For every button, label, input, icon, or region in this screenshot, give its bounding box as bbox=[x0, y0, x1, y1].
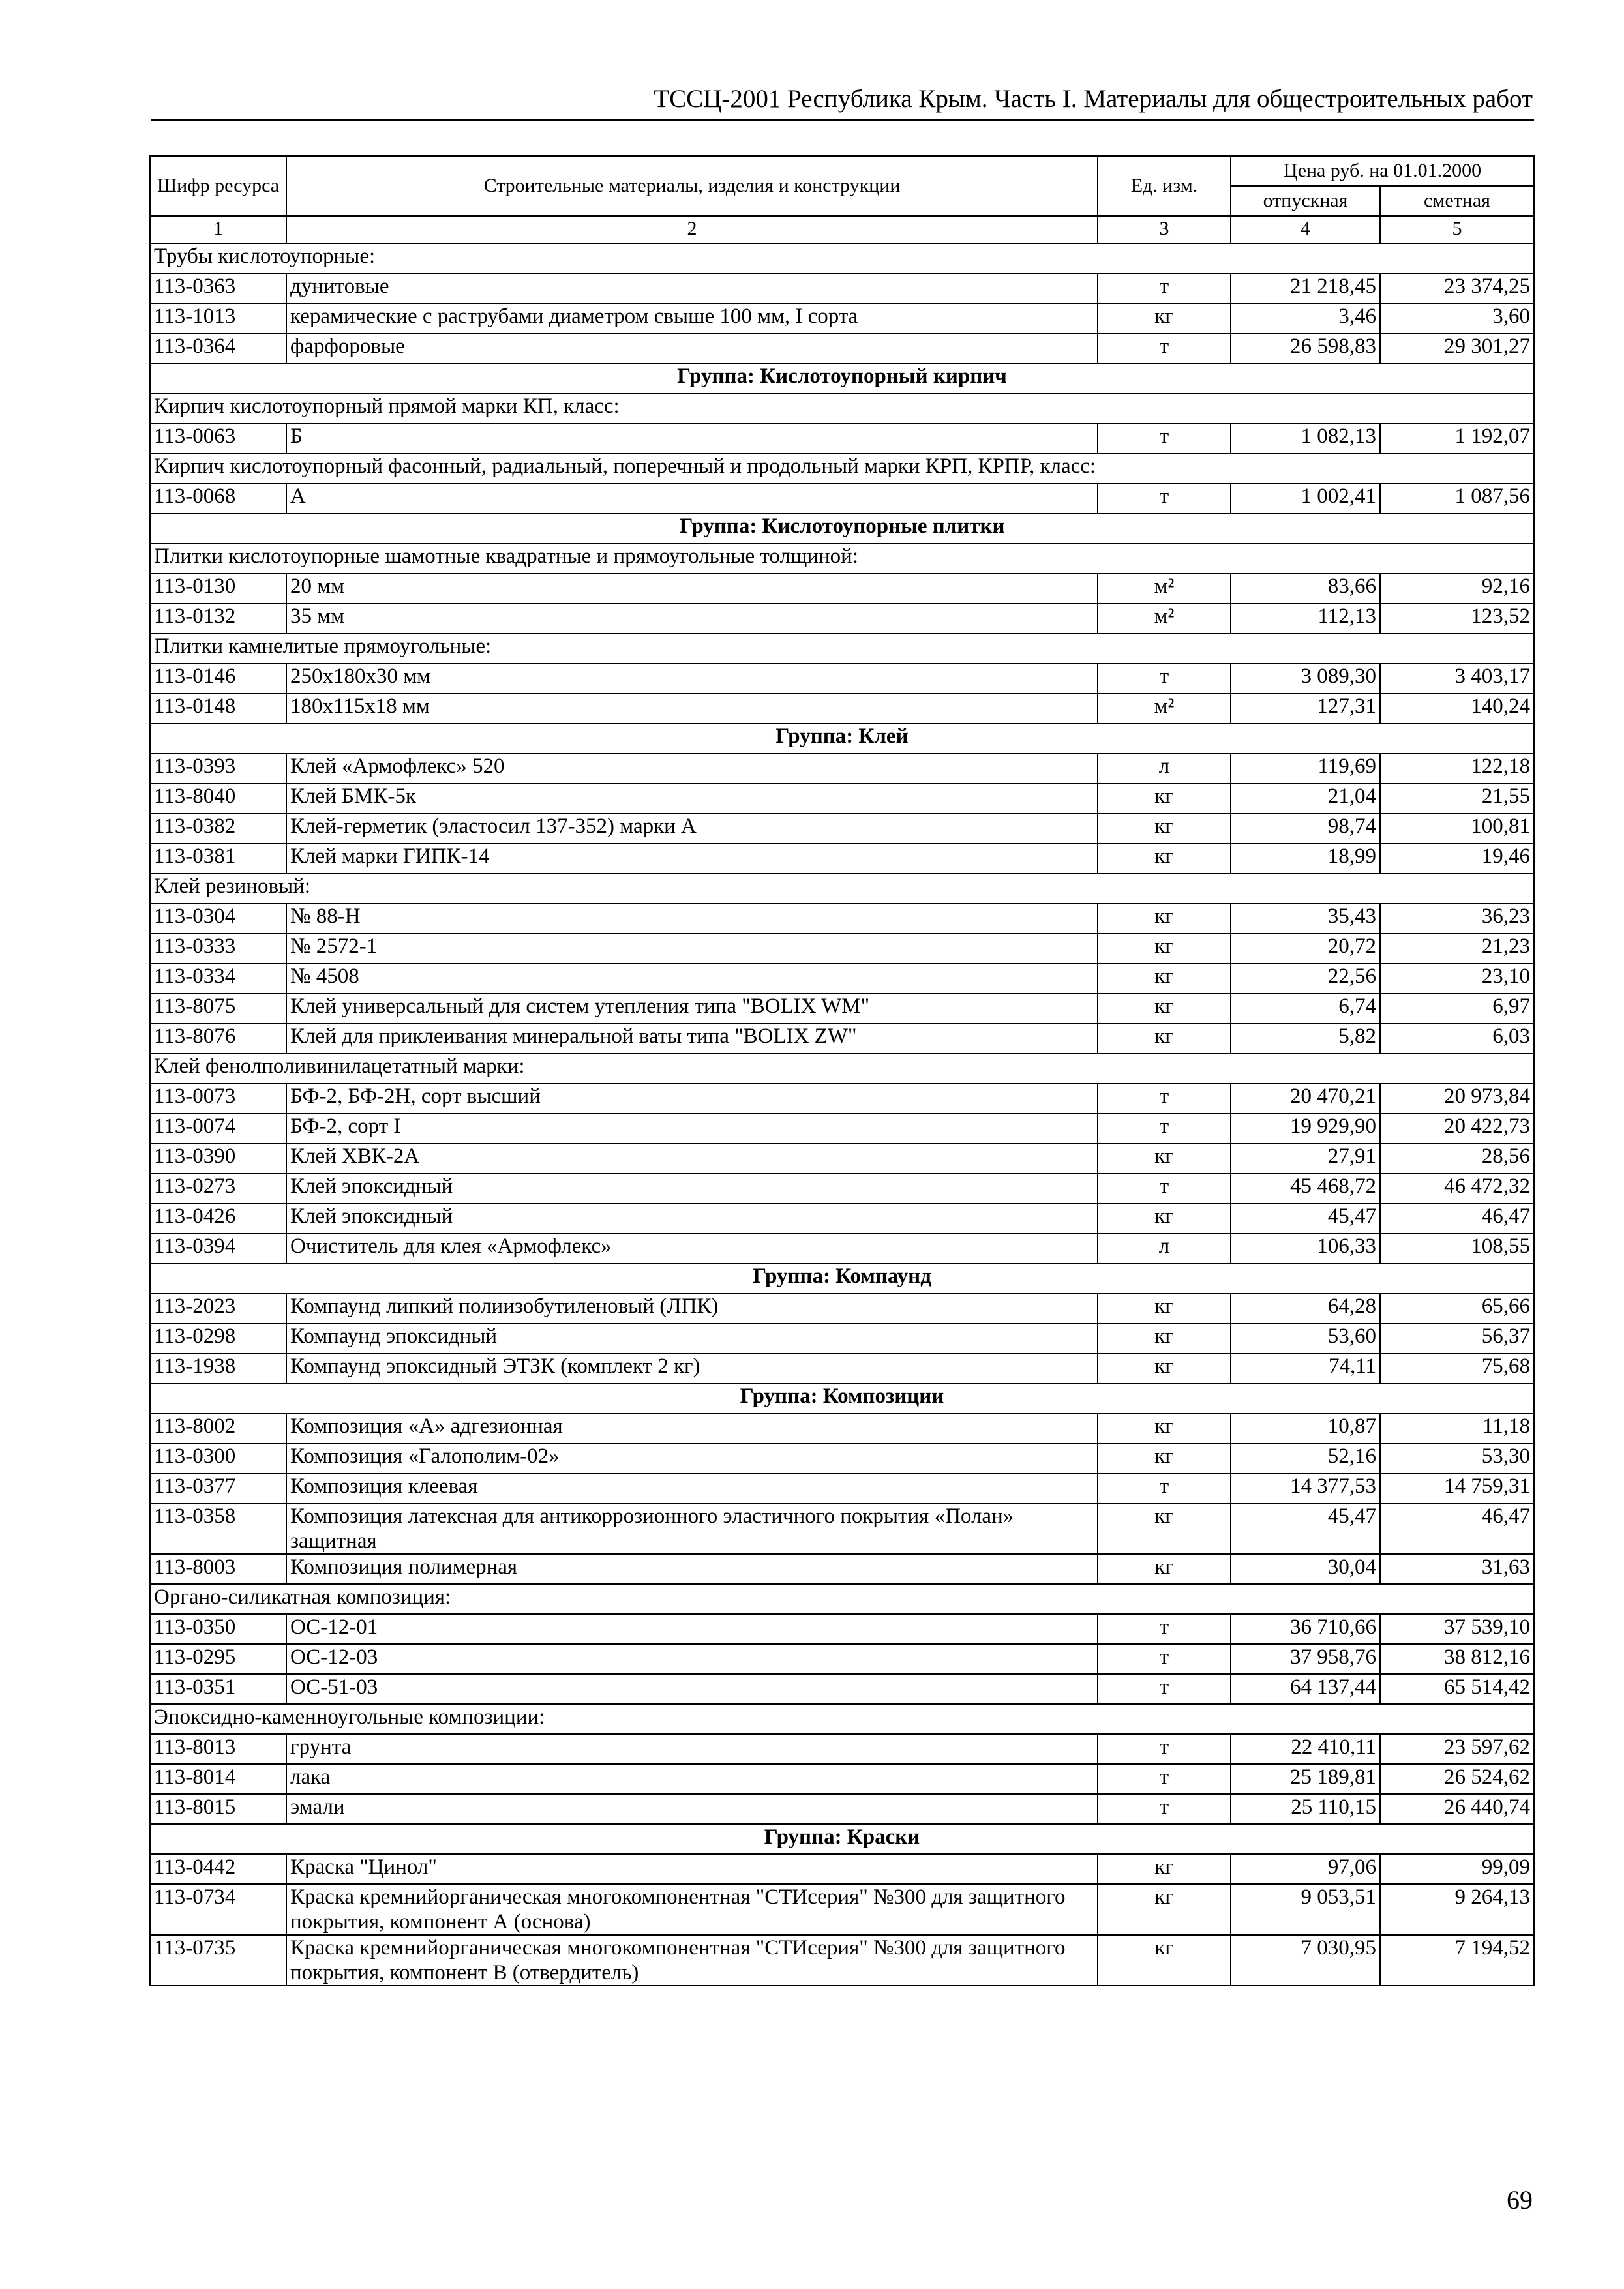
estimate-price: 6,97 bbox=[1380, 993, 1534, 1023]
table-row bbox=[150, 1503, 1534, 1554]
release-price: 45,47 bbox=[1231, 1503, 1380, 1554]
estimate-price: 46 472,32 bbox=[1380, 1173, 1534, 1203]
resource-code: 113-0068 bbox=[150, 483, 286, 513]
material-name: Б bbox=[286, 423, 1098, 453]
group-row bbox=[150, 1263, 1534, 1293]
subheading-text: Эпоксидно-каменноугольные композиции: bbox=[150, 1704, 1534, 1734]
resource-code: 113-8002 bbox=[150, 1413, 286, 1443]
subheading-text: Клей резиновый: bbox=[150, 873, 1534, 903]
unit-cell: кг bbox=[1098, 1443, 1231, 1473]
subheading-row bbox=[150, 1584, 1534, 1614]
material-name: керамические с раструбами диаметром свыше 100 мм, I сорта bbox=[286, 303, 1098, 333]
resource-code: 113-0426 bbox=[150, 1203, 286, 1233]
release-price: 30,04 bbox=[1231, 1554, 1380, 1584]
material-name: грунта bbox=[286, 1734, 1098, 1764]
material-name: ОС-12-01 bbox=[286, 1614, 1098, 1644]
header-rule bbox=[151, 119, 1534, 121]
table-row bbox=[150, 1884, 1534, 1935]
release-price: 14 377,53 bbox=[1231, 1473, 1380, 1503]
release-price: 21,04 bbox=[1231, 783, 1380, 813]
table-row bbox=[150, 1764, 1534, 1794]
col-number: 2 bbox=[286, 216, 1098, 243]
estimate-price: 122,18 bbox=[1380, 753, 1534, 783]
material-name: 35 мм bbox=[286, 603, 1098, 633]
material-name: Клей эпоксидный bbox=[286, 1203, 1098, 1233]
table-row bbox=[150, 483, 1534, 513]
table-row bbox=[150, 813, 1534, 843]
table-row bbox=[150, 903, 1534, 933]
col-header-name: Строительные материалы, изделия и конструкции bbox=[286, 156, 1098, 216]
subheading-row bbox=[150, 453, 1534, 483]
unit-cell: т bbox=[1098, 663, 1231, 693]
unit-cell: кг bbox=[1098, 1884, 1231, 1935]
group-row bbox=[150, 1824, 1534, 1854]
estimate-price: 3 403,17 bbox=[1380, 663, 1534, 693]
unit-cell: т bbox=[1098, 1113, 1231, 1143]
table-row bbox=[150, 1293, 1534, 1323]
resource-code: 113-0363 bbox=[150, 273, 286, 303]
unit-cell: кг bbox=[1098, 303, 1231, 333]
table-row bbox=[150, 753, 1534, 783]
material-name: № 4508 bbox=[286, 963, 1098, 993]
resource-code: 113-0074 bbox=[150, 1113, 286, 1143]
table-row bbox=[150, 1734, 1534, 1764]
material-name: 250х180х30 мм bbox=[286, 663, 1098, 693]
material-name: Клей универсальный для систем утепления типа "BOLIX WM" bbox=[286, 993, 1098, 1023]
unit-cell: т bbox=[1098, 1734, 1231, 1764]
group-row bbox=[150, 513, 1534, 543]
resource-code: 113-8040 bbox=[150, 783, 286, 813]
group-row bbox=[150, 363, 1534, 393]
estimate-price: 92,16 bbox=[1380, 573, 1534, 603]
unit-cell: т bbox=[1098, 1764, 1231, 1794]
group-title: Группа: Кислотоупорные плитки bbox=[150, 513, 1534, 543]
unit-cell: т bbox=[1098, 333, 1231, 363]
subheading-row bbox=[150, 393, 1534, 423]
resource-code: 113-0393 bbox=[150, 753, 286, 783]
table-row bbox=[150, 1023, 1534, 1053]
table-row bbox=[150, 1935, 1534, 1986]
release-price: 74,11 bbox=[1231, 1353, 1380, 1383]
table-row bbox=[150, 1143, 1534, 1173]
release-price: 36 710,66 bbox=[1231, 1614, 1380, 1644]
resource-code: 113-0148 bbox=[150, 693, 286, 723]
subheading-text: Кирпич кислотоупорный фасонный, радиальный, поперечный и продольный марки КРП, КРПР, класс: bbox=[150, 453, 1534, 483]
material-name: Композиция полимерная bbox=[286, 1554, 1098, 1584]
release-price: 3 089,30 bbox=[1231, 663, 1380, 693]
estimate-price: 65 514,42 bbox=[1380, 1674, 1534, 1704]
resource-code: 113-0358 bbox=[150, 1503, 286, 1554]
estimate-price: 99,09 bbox=[1380, 1854, 1534, 1884]
material-name: лака bbox=[286, 1764, 1098, 1794]
release-price: 18,99 bbox=[1231, 843, 1380, 873]
unit-cell: т bbox=[1098, 273, 1231, 303]
material-name: Композиция латексная для антикоррозионного эластичного покрытия «Полан» защитная bbox=[286, 1503, 1098, 1554]
table-row bbox=[150, 1083, 1534, 1113]
estimate-price: 23 597,62 bbox=[1380, 1734, 1534, 1764]
subheading-text: Трубы кислотоупорные: bbox=[150, 243, 1534, 273]
material-name: фарфоровые bbox=[286, 333, 1098, 363]
material-name: ОС-51-03 bbox=[286, 1674, 1098, 1704]
price-table bbox=[149, 155, 1535, 1986]
estimate-price: 3,60 bbox=[1380, 303, 1534, 333]
material-name: дунитовые bbox=[286, 273, 1098, 303]
group-row bbox=[150, 723, 1534, 753]
release-price: 45 468,72 bbox=[1231, 1173, 1380, 1203]
table-row bbox=[150, 333, 1534, 363]
material-name: Краска кремнийорганическая многокомпонентная "СТИсерия" №300 для защитного покрытия, компонент А (основа) bbox=[286, 1884, 1098, 1935]
subheading-text: Органо-силикатная композиция: bbox=[150, 1584, 1534, 1614]
unit-cell: кг bbox=[1098, 1143, 1231, 1173]
estimate-price: 65,66 bbox=[1380, 1293, 1534, 1323]
table-row bbox=[150, 603, 1534, 633]
resource-code: 113-0351 bbox=[150, 1674, 286, 1704]
estimate-price: 23,10 bbox=[1380, 963, 1534, 993]
resource-code: 113-0132 bbox=[150, 603, 286, 633]
estimate-price: 108,55 bbox=[1380, 1233, 1534, 1263]
resource-code: 113-0381 bbox=[150, 843, 286, 873]
group-row bbox=[150, 1383, 1534, 1413]
material-name: А bbox=[286, 483, 1098, 513]
resource-code: 113-0734 bbox=[150, 1884, 286, 1935]
estimate-price: 9 264,13 bbox=[1380, 1884, 1534, 1935]
estimate-price: 75,68 bbox=[1380, 1353, 1534, 1383]
table-row bbox=[150, 1644, 1534, 1674]
material-name: БФ-2, БФ-2Н, сорт высший bbox=[286, 1083, 1098, 1113]
material-name: Клей ХВК-2А bbox=[286, 1143, 1098, 1173]
col-number: 5 bbox=[1380, 216, 1534, 243]
page-header-title: ТССЦ-2001 Республика Крым. Часть I. Материалы для общестроительных работ bbox=[654, 85, 1533, 113]
resource-code: 113-0382 bbox=[150, 813, 286, 843]
subheading-row bbox=[150, 873, 1534, 903]
resource-code: 113-0334 bbox=[150, 963, 286, 993]
subheading-text: Клей фенолполивинилацетатный марки: bbox=[150, 1053, 1534, 1083]
table-row bbox=[150, 783, 1534, 813]
unit-cell: кг bbox=[1098, 843, 1231, 873]
resource-code: 113-0377 bbox=[150, 1473, 286, 1503]
subheading-text: Плитки кислотоупорные шамотные квадратные и прямоугольные толщиной: bbox=[150, 543, 1534, 573]
unit-cell: кг bbox=[1098, 1854, 1231, 1884]
estimate-price: 28,56 bbox=[1380, 1143, 1534, 1173]
release-price: 127,31 bbox=[1231, 693, 1380, 723]
resource-code: 113-0304 bbox=[150, 903, 286, 933]
release-price: 106,33 bbox=[1231, 1233, 1380, 1263]
table-row bbox=[150, 1443, 1534, 1473]
resource-code: 113-8003 bbox=[150, 1554, 286, 1584]
material-name: Краска кремнийорганическая многокомпонентная "СТИсерия" №300 для защитного покрытия, компонент В (отвердитель) bbox=[286, 1935, 1098, 1986]
resource-code: 113-0350 bbox=[150, 1614, 286, 1644]
estimate-price: 6,03 bbox=[1380, 1023, 1534, 1053]
release-price: 1 082,13 bbox=[1231, 423, 1380, 453]
unit-cell: т bbox=[1098, 1173, 1231, 1203]
material-name: ОС-12-03 bbox=[286, 1644, 1098, 1674]
resource-code: 113-8014 bbox=[150, 1764, 286, 1794]
release-price: 64,28 bbox=[1231, 1293, 1380, 1323]
estimate-price: 140,24 bbox=[1380, 693, 1534, 723]
unit-cell: т bbox=[1098, 1644, 1231, 1674]
release-price: 83,66 bbox=[1231, 573, 1380, 603]
unit-cell: т bbox=[1098, 1794, 1231, 1824]
table-row bbox=[150, 693, 1534, 723]
release-price: 64 137,44 bbox=[1231, 1674, 1380, 1704]
unit-cell: т bbox=[1098, 1674, 1231, 1704]
release-price: 22,56 bbox=[1231, 963, 1380, 993]
release-price: 26 598,83 bbox=[1231, 333, 1380, 363]
material-name: № 88-Н bbox=[286, 903, 1098, 933]
unit-cell: м² bbox=[1098, 603, 1231, 633]
col-header-release: отпускная bbox=[1231, 186, 1380, 216]
estimate-price: 21,23 bbox=[1380, 933, 1534, 963]
unit-cell: кг bbox=[1098, 963, 1231, 993]
unit-cell: кг bbox=[1098, 993, 1231, 1023]
table-row bbox=[150, 1233, 1534, 1263]
resource-code: 113-0063 bbox=[150, 423, 286, 453]
unit-cell: кг bbox=[1098, 1503, 1231, 1554]
resource-code: 113-8013 bbox=[150, 1734, 286, 1764]
release-price: 25 189,81 bbox=[1231, 1764, 1380, 1794]
table-row bbox=[150, 1353, 1534, 1383]
unit-cell: кг bbox=[1098, 813, 1231, 843]
estimate-price: 14 759,31 bbox=[1380, 1473, 1534, 1503]
unit-cell: кг bbox=[1098, 1353, 1231, 1383]
resource-code: 113-0394 bbox=[150, 1233, 286, 1263]
table-row bbox=[150, 1203, 1534, 1233]
release-price: 37 958,76 bbox=[1231, 1644, 1380, 1674]
page-number: 69 bbox=[1507, 2185, 1533, 2215]
estimate-price: 26 440,74 bbox=[1380, 1794, 1534, 1824]
estimate-price: 53,30 bbox=[1380, 1443, 1534, 1473]
group-title: Группа: Клей bbox=[150, 723, 1534, 753]
group-title: Группа: Кислотоупорный кирпич bbox=[150, 363, 1534, 393]
estimate-price: 123,52 bbox=[1380, 603, 1534, 633]
estimate-price: 20 422,73 bbox=[1380, 1113, 1534, 1143]
estimate-price: 37 539,10 bbox=[1380, 1614, 1534, 1644]
material-name: Клей марки ГИПК-14 bbox=[286, 843, 1098, 873]
unit-cell: кг bbox=[1098, 1554, 1231, 1584]
unit-cell: т bbox=[1098, 1473, 1231, 1503]
estimate-price: 38 812,16 bbox=[1380, 1644, 1534, 1674]
release-price: 21 218,45 bbox=[1231, 273, 1380, 303]
resource-code: 113-0300 bbox=[150, 1443, 286, 1473]
table-row bbox=[150, 663, 1534, 693]
material-name: Компаунд эпоксидный ЭТЗК (комплект 2 кг) bbox=[286, 1353, 1098, 1383]
col-header-price: Цена руб. на 01.01.2000 bbox=[1231, 156, 1534, 186]
col-header-unit: Ед. изм. bbox=[1098, 156, 1231, 216]
release-price: 6,74 bbox=[1231, 993, 1380, 1023]
estimate-price: 20 973,84 bbox=[1380, 1083, 1534, 1113]
table-row bbox=[150, 423, 1534, 453]
release-price: 98,74 bbox=[1231, 813, 1380, 843]
unit-cell: м² bbox=[1098, 573, 1231, 603]
subheading-row bbox=[150, 633, 1534, 663]
unit-cell: кг bbox=[1098, 783, 1231, 813]
resource-code: 113-0130 bbox=[150, 573, 286, 603]
release-price: 3,46 bbox=[1231, 303, 1380, 333]
table-row bbox=[150, 963, 1534, 993]
release-price: 112,13 bbox=[1231, 603, 1380, 633]
release-price: 19 929,90 bbox=[1231, 1113, 1380, 1143]
resource-code: 113-8075 bbox=[150, 993, 286, 1023]
unit-cell: кг bbox=[1098, 903, 1231, 933]
resource-code: 113-0273 bbox=[150, 1173, 286, 1203]
table-row bbox=[150, 1473, 1534, 1503]
resource-code: 113-8076 bbox=[150, 1023, 286, 1053]
estimate-price: 23 374,25 bbox=[1380, 273, 1534, 303]
resource-code: 113-0390 bbox=[150, 1143, 286, 1173]
table-row bbox=[150, 1323, 1534, 1353]
estimate-price: 29 301,27 bbox=[1380, 333, 1534, 363]
table-row bbox=[150, 1854, 1534, 1884]
release-price: 20,72 bbox=[1231, 933, 1380, 963]
material-name: Компаунд липкий полиизобутиленовый (ЛПК) bbox=[286, 1293, 1098, 1323]
material-name: Композиция «Галополим-02» bbox=[286, 1443, 1098, 1473]
material-name: Краска "Цинол" bbox=[286, 1854, 1098, 1884]
material-name: Клей эпоксидный bbox=[286, 1173, 1098, 1203]
estimate-price: 19,46 bbox=[1380, 843, 1534, 873]
unit-cell: кг bbox=[1098, 1293, 1231, 1323]
unit-cell: кг bbox=[1098, 1023, 1231, 1053]
table-row bbox=[150, 993, 1534, 1023]
release-price: 7 030,95 bbox=[1231, 1935, 1380, 1986]
resource-code: 113-2023 bbox=[150, 1293, 286, 1323]
subheading-row bbox=[150, 1053, 1534, 1083]
release-price: 27,91 bbox=[1231, 1143, 1380, 1173]
resource-code: 113-0073 bbox=[150, 1083, 286, 1113]
unit-cell: кг bbox=[1098, 933, 1231, 963]
release-price: 22 410,11 bbox=[1231, 1734, 1380, 1764]
group-title: Группа: Компаунд bbox=[150, 1263, 1534, 1293]
release-price: 1 002,41 bbox=[1231, 483, 1380, 513]
estimate-price: 1 087,56 bbox=[1380, 483, 1534, 513]
table-row bbox=[150, 1413, 1534, 1443]
release-price: 25 110,15 bbox=[1231, 1794, 1380, 1824]
subheading-text: Плитки камнелитые прямоугольные: bbox=[150, 633, 1534, 663]
group-title: Группа: Композиции bbox=[150, 1383, 1534, 1413]
release-price: 45,47 bbox=[1231, 1203, 1380, 1233]
resource-code: 113-1013 bbox=[150, 303, 286, 333]
estimate-price: 21,55 bbox=[1380, 783, 1534, 813]
estimate-price: 100,81 bbox=[1380, 813, 1534, 843]
table-row bbox=[150, 303, 1534, 333]
col-number: 1 bbox=[150, 216, 286, 243]
release-price: 53,60 bbox=[1231, 1323, 1380, 1353]
table-row bbox=[150, 1113, 1534, 1143]
unit-cell: кг bbox=[1098, 1203, 1231, 1233]
col-number: 4 bbox=[1231, 216, 1380, 243]
resource-code: 113-0298 bbox=[150, 1323, 286, 1353]
resource-code: 113-0146 bbox=[150, 663, 286, 693]
table-row bbox=[150, 1674, 1534, 1704]
unit-cell: кг bbox=[1098, 1323, 1231, 1353]
release-price: 35,43 bbox=[1231, 903, 1380, 933]
material-name: Композиция «А» адгезионная bbox=[286, 1413, 1098, 1443]
material-name: Клей БМК-5к bbox=[286, 783, 1098, 813]
table-row bbox=[150, 1614, 1534, 1644]
estimate-price: 26 524,62 bbox=[1380, 1764, 1534, 1794]
estimate-price: 11,18 bbox=[1380, 1413, 1534, 1443]
estimate-price: 46,47 bbox=[1380, 1503, 1534, 1554]
table-row bbox=[150, 273, 1534, 303]
estimate-price: 56,37 bbox=[1380, 1323, 1534, 1353]
release-price: 9 053,51 bbox=[1231, 1884, 1380, 1935]
estimate-price: 31,63 bbox=[1380, 1554, 1534, 1584]
unit-cell: л bbox=[1098, 753, 1231, 783]
table-row bbox=[150, 933, 1534, 963]
release-price: 119,69 bbox=[1231, 753, 1380, 783]
material-name: Композиция клеевая bbox=[286, 1473, 1098, 1503]
table-row bbox=[150, 1173, 1534, 1203]
unit-cell: т bbox=[1098, 1083, 1231, 1113]
material-name: 180х115х18 мм bbox=[286, 693, 1098, 723]
subheading-row bbox=[150, 243, 1534, 273]
unit-cell: т bbox=[1098, 423, 1231, 453]
material-name: Компаунд эпоксидный bbox=[286, 1323, 1098, 1353]
col-number: 3 bbox=[1098, 216, 1231, 243]
resource-code: 113-1938 bbox=[150, 1353, 286, 1383]
material-name: эмали bbox=[286, 1794, 1098, 1824]
estimate-price: 7 194,52 bbox=[1380, 1935, 1534, 1986]
subheading-row bbox=[150, 1704, 1534, 1734]
unit-cell: кг bbox=[1098, 1413, 1231, 1443]
estimate-price: 36,23 bbox=[1380, 903, 1534, 933]
table-row bbox=[150, 1554, 1534, 1584]
release-price: 5,82 bbox=[1231, 1023, 1380, 1053]
estimate-price: 46,47 bbox=[1380, 1203, 1534, 1233]
material-name: БФ-2, сорт I bbox=[286, 1113, 1098, 1143]
release-price: 20 470,21 bbox=[1231, 1083, 1380, 1113]
material-name: Очиститель для клея «Армофлекс» bbox=[286, 1233, 1098, 1263]
resource-code: 113-0735 bbox=[150, 1935, 286, 1986]
column-number-row bbox=[150, 216, 1534, 243]
material-name: Клей «Армофлекс» 520 bbox=[286, 753, 1098, 783]
release-price: 97,06 bbox=[1231, 1854, 1380, 1884]
unit-cell: м² bbox=[1098, 693, 1231, 723]
table-row bbox=[150, 573, 1534, 603]
unit-cell: т bbox=[1098, 483, 1231, 513]
unit-cell: т bbox=[1098, 1614, 1231, 1644]
material-name: № 2572-1 bbox=[286, 933, 1098, 963]
unit-cell: кг bbox=[1098, 1935, 1231, 1986]
resource-code: 113-0333 bbox=[150, 933, 286, 963]
group-title: Группа: Краски bbox=[150, 1824, 1534, 1854]
material-name: Клей-герметик (эластосил 137-352) марки А bbox=[286, 813, 1098, 843]
resource-code: 113-0442 bbox=[150, 1854, 286, 1884]
resource-code: 113-0295 bbox=[150, 1644, 286, 1674]
col-header-code: Шифр ресурса bbox=[150, 156, 286, 216]
material-name: Клей для приклеивания минеральной ваты типа "BOLIX ZW" bbox=[286, 1023, 1098, 1053]
resource-code: 113-0364 bbox=[150, 333, 286, 363]
subheading-text: Кирпич кислотоупорный прямой марки КП, класс: bbox=[150, 393, 1534, 423]
resource-code: 113-8015 bbox=[150, 1794, 286, 1824]
release-price: 52,16 bbox=[1231, 1443, 1380, 1473]
unit-cell: л bbox=[1098, 1233, 1231, 1263]
col-header-estimate: сметная bbox=[1380, 186, 1534, 216]
material-name: 20 мм bbox=[286, 573, 1098, 603]
table-header-row bbox=[150, 156, 1534, 186]
subheading-row bbox=[150, 543, 1534, 573]
release-price: 10,87 bbox=[1231, 1413, 1380, 1443]
table-row bbox=[150, 843, 1534, 873]
table-row bbox=[150, 1794, 1534, 1824]
estimate-price: 1 192,07 bbox=[1380, 423, 1534, 453]
